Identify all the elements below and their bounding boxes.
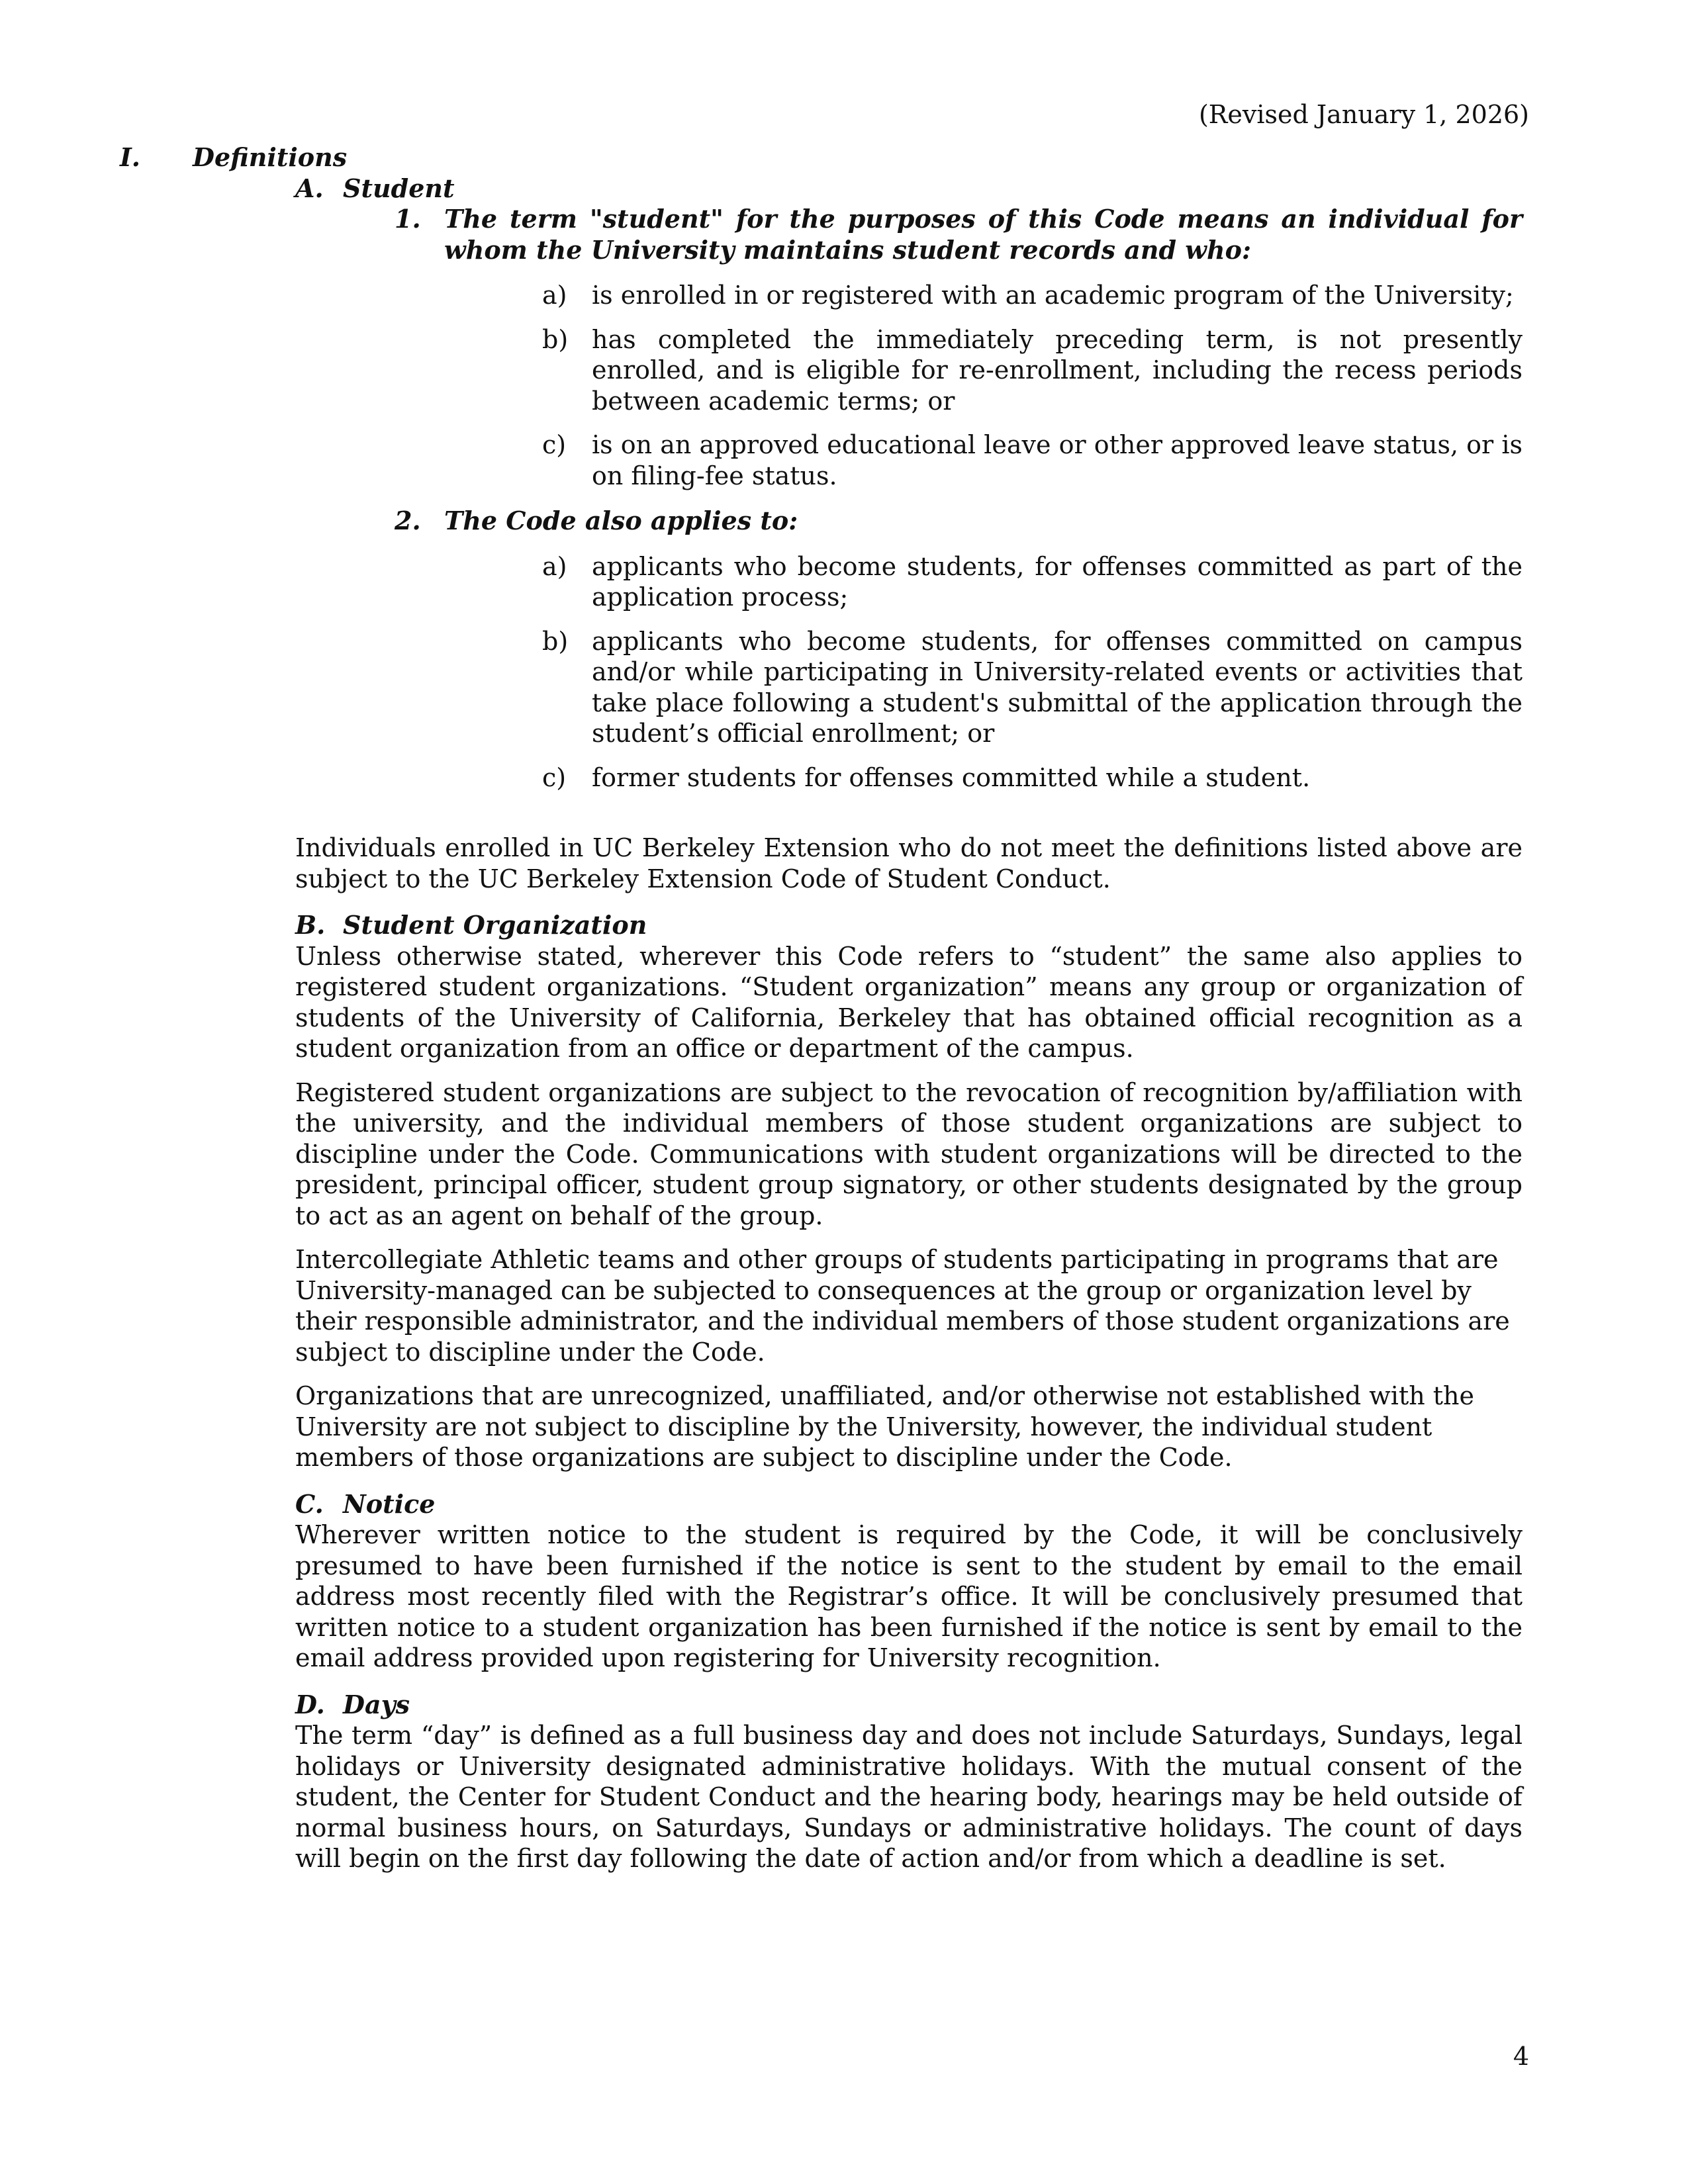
- list-item: [542, 626, 1523, 749]
- heading-b-title: Student Organization: [343, 910, 647, 940]
- days-paragraph: The term “day” is defined as a full business day and does not include Saturdays, Sundays, legal holidays or University designated administrative holidays. With the mutual consent of the student, the Center for Student Conduct and the hearing body, hearings may be held outside of normal business hours, on Saturdays, Sundays or administrative holidays. The count of days will begin on the first day following the date of action and/or from which a deadline is set.: [295, 1721, 1523, 1873]
- heading-b: [295, 910, 1523, 941]
- list-text: has completed the immediately preceding term, is not presently enrolled, and is eligible for re-enrollment, including the recess periods between academic terms; or: [592, 324, 1523, 416]
- list-item: [542, 551, 1523, 613]
- page-content: [120, 142, 1523, 1874]
- list-marker: a): [542, 551, 567, 581]
- heading-a: [295, 173, 1523, 205]
- list-marker: a): [542, 281, 567, 310]
- student-criteria-list: [542, 280, 1523, 491]
- list-marker: c): [542, 430, 567, 459]
- heading-d-title: Days: [343, 1689, 410, 1719]
- list-text: applicants who become students, for offenses committed as part of the application process;: [592, 551, 1523, 612]
- heading-a-label: A.: [295, 173, 324, 203]
- section-number: I.: [120, 142, 141, 172]
- section-title: Definitions: [193, 142, 348, 172]
- heading-c-title: Notice: [343, 1488, 436, 1519]
- code-applies-list: [542, 551, 1523, 794]
- section-heading: [120, 142, 1523, 173]
- student-organization-paragraph-3: Intercollegiate Athletic teams and other groups of students participating in programs that are University-managed can be subjected to consequences at the group or organization level by their responsible administrator, and the individual members of those student organizations are subject to discipline under the Code.: [295, 1245, 1510, 1367]
- list-item: [542, 324, 1523, 417]
- student-definition-text: The term "student" for the purposes of this Code means an individual for whom the University maintains student records and who:: [444, 204, 1523, 265]
- student-organization-paragraph-1: Unless otherwise stated, wherever this Code refers to “student” the same also applies to registered student organizations. “Student organization” means any group or organization of students of the University of California, Berkeley that has obtained official recognition as a student organization from an office or department of the campus.: [295, 941, 1523, 1063]
- list-marker: b): [542, 626, 569, 656]
- list-item: [542, 430, 1523, 491]
- heading-c: [295, 1489, 1523, 1520]
- list-item: [542, 280, 1523, 311]
- heading-c-label: C.: [295, 1488, 324, 1519]
- code-applies-text: The Code also applies to:: [444, 506, 798, 535]
- code-applies-heading: [295, 506, 1523, 537]
- revision-date: (Revised January 1, 2026): [1198, 100, 1529, 129]
- list-text: is on an approved educational leave or other approved leave status, or is on filing-fee status.: [592, 430, 1523, 490]
- notice-paragraph: Wherever written notice to the student is required by the Code, it will be conclusively presumed to have been furnished if the notice is sent to the student by email to the email address most recently filed with the Registrar’s office. It will be conclusively presumed that written notice to a student organization has been furnished if the notice is sent by email to the email address provided upon registering for University recognition.: [295, 1520, 1523, 1672]
- list-marker: b): [542, 324, 569, 354]
- list-text: applicants who become students, for offenses committed on campus and/or while participating in University-related events or activities that take place following a student's submittal of the application through the student’s official enrollment; or: [592, 626, 1523, 748]
- student-organization-paragraph-4: Organizations that are unrecognized, unaffiliated, and/or otherwise not established with the University are not subject to discipline by the University, however, the individual student members of those organizations are subject to discipline under the Code.: [295, 1381, 1475, 1472]
- list-marker: c): [542, 762, 567, 792]
- student-organization-paragraph-2: Registered student organizations are subject to the revocation of recognition by/affiliation with the university, and the individual members of those student organizations are subject to discipline under the Code. Communications with student organizations will be directed to the president, principal officer, student group signatory, or other students designated by the group to act as an agent on behalf of the group.: [295, 1077, 1523, 1230]
- heading-d-label: D.: [295, 1689, 325, 1719]
- heading-d: [295, 1690, 1523, 1721]
- list-text: former students for offenses committed while a student.: [592, 762, 1311, 792]
- student-definition-intro: [295, 204, 1523, 265]
- student-definition-number: 1.: [395, 204, 421, 234]
- code-applies-number: 2.: [395, 506, 421, 535]
- heading-b-label: B.: [295, 910, 326, 940]
- list-text: is enrolled in or registered with an academic program of the University;: [592, 281, 1514, 310]
- list-item: [542, 762, 1523, 794]
- extension-paragraph: Individuals enrolled in UC Berkeley Extension who do not meet the definitions listed above are subject to the UC Berkeley Extension Code of Student Conduct.: [295, 833, 1523, 893]
- page-number: 4: [1513, 2042, 1529, 2071]
- heading-a-title: Student: [343, 173, 455, 203]
